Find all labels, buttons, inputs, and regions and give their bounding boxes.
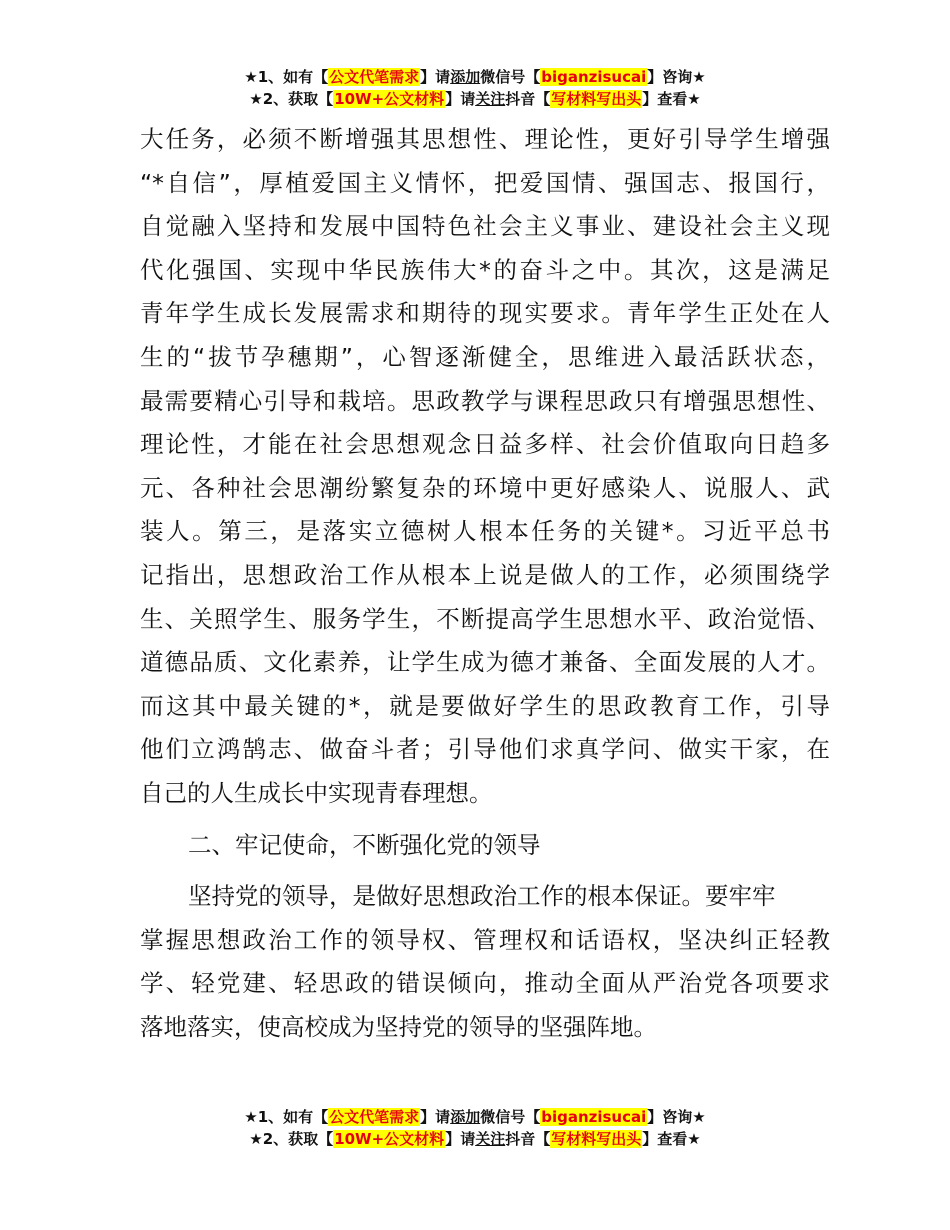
banner-text: 抖音【 bbox=[505, 1130, 551, 1148]
body-line: 学、轻党建、轻思政的错误倾向，推动全面从严治党各项要求 bbox=[140, 969, 830, 998]
body-line: 而这其中最关键的*，就是要做好学生的思政教育工作，引导 bbox=[140, 691, 830, 720]
banner-underlined-text: 添加 bbox=[450, 68, 481, 86]
banner-text: 】请 bbox=[420, 68, 451, 86]
banner-underlined-text: 关注 bbox=[475, 1130, 506, 1148]
highlight-service: 公文代笔需求 bbox=[329, 1108, 420, 1126]
banner-text: 】咨询★ bbox=[647, 1108, 706, 1126]
section-heading: 二、牢记使命，不断强化党的领导 bbox=[188, 830, 541, 859]
banner-text: ★1、如有【 bbox=[244, 1108, 329, 1126]
body-line: 大任务，必须不断增强其思想性、理论性，更好引导学生增强 bbox=[140, 125, 830, 153]
body-line: 装人。第三，是落实立德树人根本任务的关键*。习近平总书 bbox=[140, 517, 830, 546]
body-line: 最需要精心引导和栽培。思政教学与课程思政只有增强思想性、 bbox=[140, 386, 830, 415]
highlight-materials: 10W+公文材料 bbox=[334, 1130, 445, 1148]
banner-line-2 bbox=[0, 88, 950, 110]
highlight-service: 公文代笔需求 bbox=[329, 68, 420, 86]
body-line: 生的“拔节孕穗期”，心智逐渐健全，思维进入最活跃状态， bbox=[140, 342, 830, 371]
banner-text: ★2、获取【 bbox=[249, 90, 334, 108]
body-line: 坚持党的领导，是做好思想政治工作的根本保证。要牢牢 bbox=[188, 882, 776, 911]
body-line: 落地落实，使高校成为坚持党的领导的坚强阵地。 bbox=[140, 1012, 657, 1041]
body-line: 青年学生成长发展需求和期待的现实要求。青年学生正处在人 bbox=[140, 299, 830, 328]
banner-line-1 bbox=[0, 1106, 950, 1128]
body-line: 掌握思想政治工作的领导权、管理权和话语权，坚决纠正轻教 bbox=[140, 925, 830, 954]
highlight-douyin-account: 写材料写出头 bbox=[551, 90, 642, 108]
banner-text: 微信号【 bbox=[480, 1108, 541, 1126]
banner-text: 】咨询★ bbox=[647, 68, 706, 86]
banner-text: 】查看★ bbox=[642, 90, 701, 108]
banner-line-1 bbox=[0, 66, 950, 88]
highlight-douyin-account: 写材料写出头 bbox=[551, 1130, 642, 1148]
body-line: 记指出，思想政治工作从根本上说是做人的工作，必须围绕学 bbox=[140, 560, 830, 589]
banner-text: 】查看★ bbox=[642, 1130, 701, 1148]
body-line: 自己的人生成长中实现青春理想。 bbox=[140, 778, 493, 807]
banner-text: 】请 bbox=[445, 90, 476, 108]
highlight-materials: 10W+公文材料 bbox=[334, 90, 445, 108]
banner-line-2 bbox=[0, 1128, 950, 1150]
highlight-wechat-id: biganzisucai bbox=[541, 1108, 647, 1126]
banner-underlined-text: 关注 bbox=[475, 90, 506, 108]
body-line: 道德品质、文化素养，让学生成为德才兼备、全面发展的人才。 bbox=[140, 648, 830, 677]
body-line: 元、各种社会思潮纷繁复杂的环境中更好感染人、说服人、武 bbox=[140, 473, 830, 502]
banner-text: 抖音【 bbox=[505, 90, 551, 108]
header-banner bbox=[0, 66, 950, 110]
body-line: 他们立鸿鹄志、做奋斗者；引导他们求真学问、做实干家，在 bbox=[140, 735, 830, 764]
banner-text: ★2、获取【 bbox=[249, 1130, 334, 1148]
banner-underlined-text: 添加 bbox=[450, 1108, 481, 1126]
footer-banner bbox=[0, 1106, 950, 1150]
banner-text: 】请 bbox=[445, 1130, 476, 1148]
document-body bbox=[140, 118, 830, 1049]
body-line: “*自信”，厚植爱国主义情怀，把爱国情、强国志、报国行， bbox=[140, 168, 830, 197]
highlight-wechat-id: biganzisucai bbox=[541, 68, 647, 86]
body-line: 自觉融入坚持和发展中国特色社会主义事业、建设社会主义现 bbox=[140, 212, 830, 241]
body-line: 代化强国、实现中华民族伟大*的奋斗之中。其次，这是满足 bbox=[140, 255, 830, 284]
body-line: 生、关照学生、服务学生，不断提高学生思想水平、政治觉悟、 bbox=[140, 604, 830, 633]
banner-text: 微信号【 bbox=[480, 68, 541, 86]
body-line: 理论性，才能在社会思想观念日益多样、社会价值取向日趋多 bbox=[140, 430, 830, 459]
banner-text: 】请 bbox=[420, 1108, 451, 1126]
banner-text: ★1、如有【 bbox=[244, 68, 329, 86]
